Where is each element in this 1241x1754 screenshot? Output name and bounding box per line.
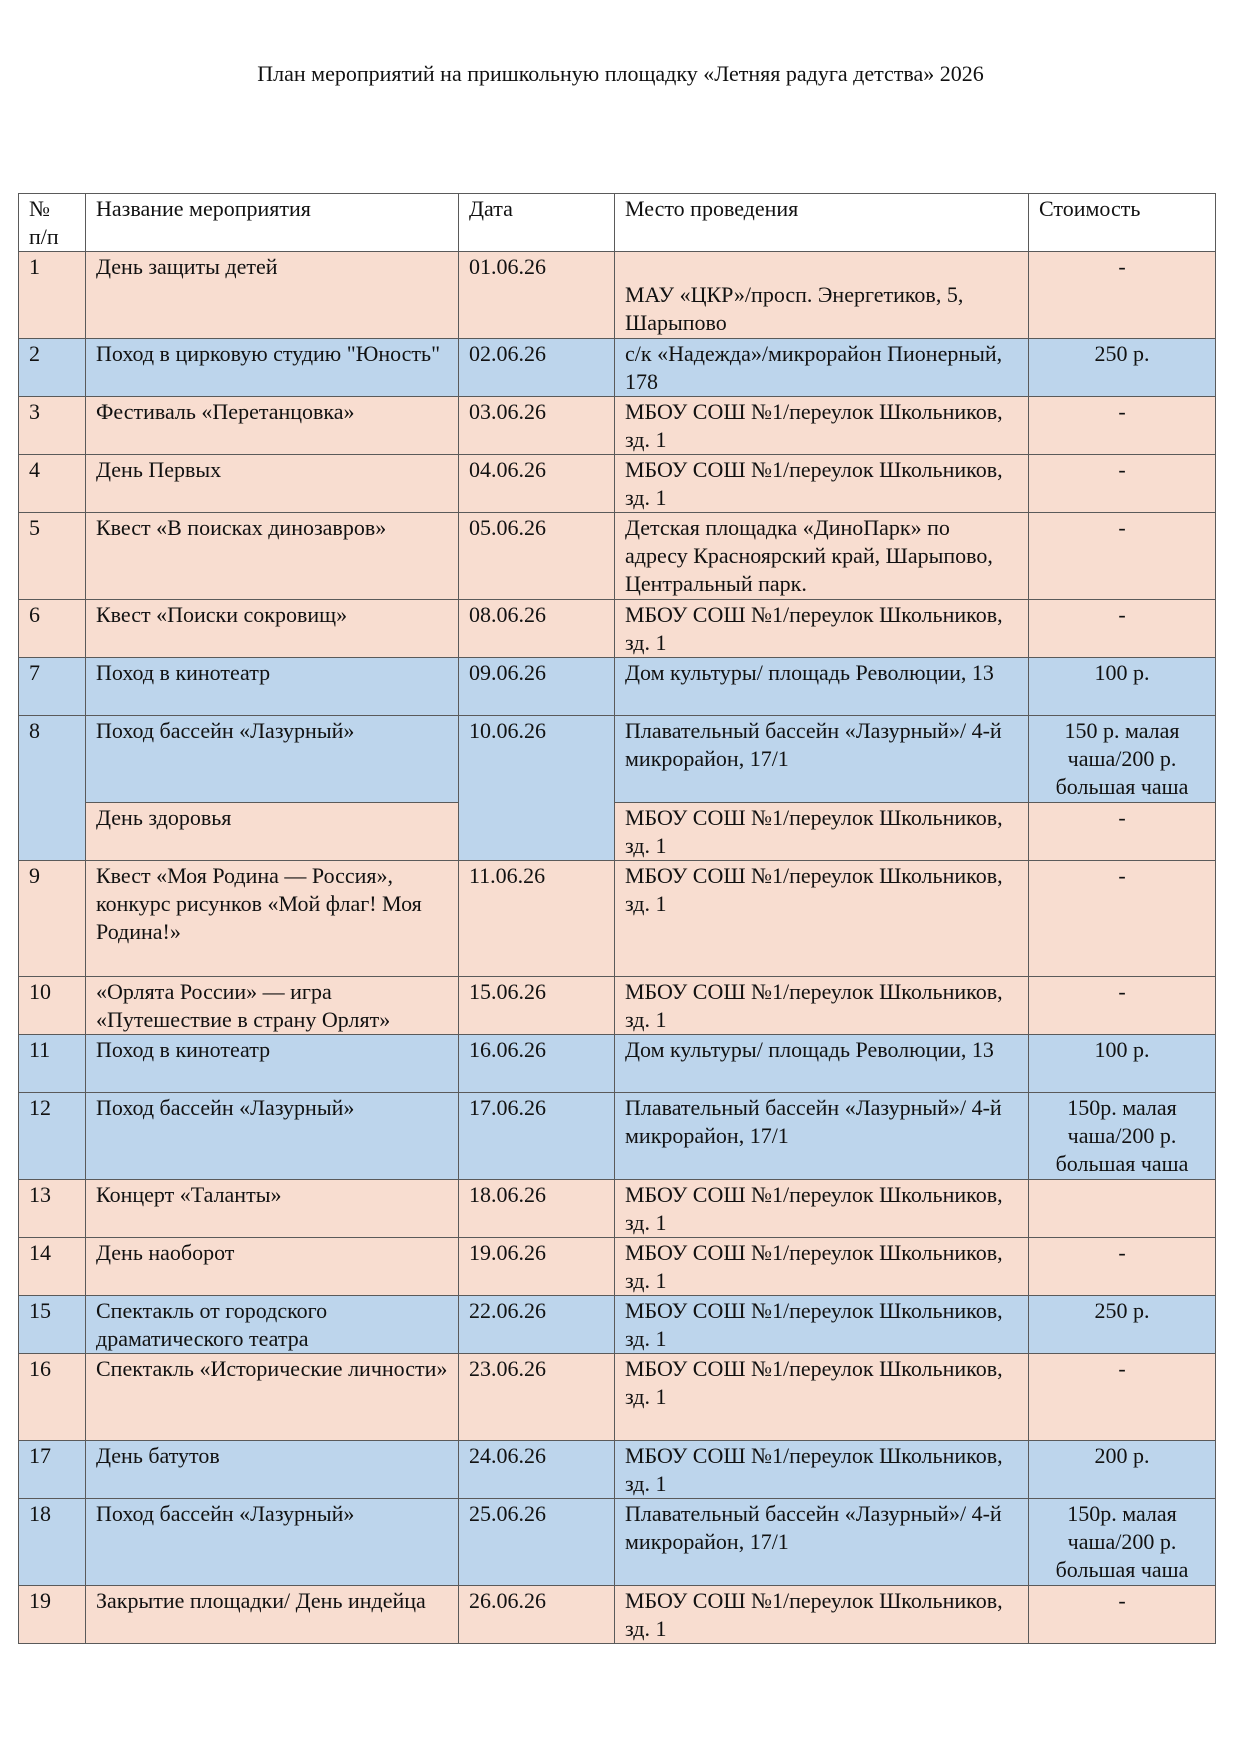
cell-num: 1 [19, 252, 86, 339]
table-row [19, 658, 1216, 716]
table-header-row [19, 194, 1216, 252]
table-row [19, 1035, 1216, 1093]
cell-name: Квест «В поисках динозавров» [86, 513, 459, 600]
cell-cost: 100 р. [1029, 1035, 1216, 1093]
cell-name: Квест «Моя Родина — Россия», конкурс рисунков «Мой флаг! Моя Родина!» [86, 861, 459, 977]
cell-name: День Первых [86, 455, 459, 513]
cell-date: 02.06.26 [459, 339, 615, 397]
table-row [19, 861, 1216, 977]
table-row [19, 513, 1216, 600]
table-row [19, 600, 1216, 658]
cell-num: 3 [19, 397, 86, 455]
cell-name: Поход в кинотеатр [86, 1035, 459, 1093]
cell-date: 05.06.26 [459, 513, 615, 600]
cell-place: МБОУ СОШ №1/переулок Школьников, зд. 1 [615, 1296, 1029, 1354]
table-row [19, 1354, 1216, 1441]
cell-num: 9 [19, 861, 86, 977]
cell-name: Квест «Поиски сокровищ» [86, 600, 459, 658]
cell-name: Концерт «Таланты» [86, 1180, 459, 1238]
cell-name: День здоровья [86, 803, 459, 861]
cell-place: МАУ «ЦКР»/просп. Энергетиков, 5, Шарыпово [615, 252, 1029, 339]
cell-date: 19.06.26 [459, 1238, 615, 1296]
cell-cost: - [1029, 1354, 1216, 1441]
cell-num: 11 [19, 1035, 86, 1093]
cell-name: День защиты детей [86, 252, 459, 339]
cell-place: с/к «Надежда»/микрорайон Пионерный, 178 [615, 339, 1029, 397]
events-table [18, 193, 1216, 1644]
cell-date: 18.06.26 [459, 1180, 615, 1238]
cell-cost [1029, 1180, 1216, 1238]
cell-date: 16.06.26 [459, 1035, 615, 1093]
cell-date: 09.06.26 [459, 658, 615, 716]
cell-name: Спектакль «Исторические личности» [86, 1354, 459, 1441]
cell-cost: - [1029, 861, 1216, 977]
table-row [19, 1586, 1216, 1644]
cell-name: Поход в цирковую студию "Юность" [86, 339, 459, 397]
cell-place: МБОУ СОШ №1/переулок Школьников, зд. 1 [615, 977, 1029, 1035]
table-row [19, 339, 1216, 397]
cell-date: 03.06.26 [459, 397, 615, 455]
cell-num: 2 [19, 339, 86, 397]
table-row [19, 716, 1216, 803]
cell-num: 19 [19, 1586, 86, 1644]
table-row [19, 977, 1216, 1035]
cell-cost: - [1029, 1238, 1216, 1296]
cell-place: МБОУ СОШ №1/переулок Школьников, зд. 1 [615, 1238, 1029, 1296]
cell-date: 08.06.26 [459, 600, 615, 658]
cell-cost: 200 р. [1029, 1441, 1216, 1499]
cell-num: 6 [19, 600, 86, 658]
cell-place: МБОУ СОШ №1/переулок Школьников, зд. 1 [615, 1354, 1029, 1441]
cell-cost: - [1029, 600, 1216, 658]
cell-place: Дом культуры/ площадь Революции, 13 [615, 658, 1029, 716]
cell-name: День наоборот [86, 1238, 459, 1296]
cell-cost: - [1029, 1586, 1216, 1644]
table-row [19, 1093, 1216, 1180]
table-row [19, 1180, 1216, 1238]
cell-place: МБОУ СОШ №1/переулок Школьников, зд. 1 [615, 1180, 1029, 1238]
cell-date: 10.06.26 [459, 716, 615, 861]
cell-place: МБОУ СОШ №1/переулок Школьников, зд. 1 [615, 803, 1029, 861]
cell-cost: - [1029, 803, 1216, 861]
cell-cost: 150р. малая чаша/200 р. большая чаша [1029, 1499, 1216, 1586]
cell-cost: 250 р. [1029, 339, 1216, 397]
header-num: № п/п [19, 194, 86, 252]
header-cost: Стоимость [1029, 194, 1216, 252]
table-row [19, 397, 1216, 455]
table-row [19, 455, 1216, 513]
cell-cost: 100 р. [1029, 658, 1216, 716]
cell-date: 11.06.26 [459, 861, 615, 977]
cell-place: Детская площадка «ДиноПарк» по адресу Красноярский край, Шарыпово, Центральный парк. [615, 513, 1029, 600]
cell-name: Спектакль от городского драматического театра [86, 1296, 459, 1354]
cell-cost: 150р. малая чаша/200 р. большая чаша [1029, 1093, 1216, 1180]
cell-place: МБОУ СОШ №1/переулок Школьников, зд. 1 [615, 1586, 1029, 1644]
header-place: Место проведения [615, 194, 1029, 252]
table-row [19, 252, 1216, 339]
cell-name: День батутов [86, 1441, 459, 1499]
cell-num: 13 [19, 1180, 86, 1238]
cell-name: Закрытие площадки/ День индейца [86, 1586, 459, 1644]
table-row [19, 803, 1216, 861]
cell-name: Фестиваль «Перетанцовка» [86, 397, 459, 455]
cell-num: 12 [19, 1093, 86, 1180]
document-title: План мероприятий на пришкольную площадку «Летняя радуга детства» 2026 [257, 61, 984, 86]
header-date: Дата [459, 194, 615, 252]
cell-cost: 150 р. малая чаша/200 р. большая чаша [1029, 716, 1216, 803]
cell-cost: - [1029, 252, 1216, 339]
cell-date: 22.06.26 [459, 1296, 615, 1354]
cell-num: 8 [19, 716, 86, 861]
cell-date: 24.06.26 [459, 1441, 615, 1499]
cell-date: 15.06.26 [459, 977, 615, 1035]
cell-num: 15 [19, 1296, 86, 1354]
cell-cost: - [1029, 397, 1216, 455]
cell-date: 04.06.26 [459, 455, 615, 513]
header-name: Название мероприятия [86, 194, 459, 252]
cell-place: МБОУ СОШ №1/переулок Школьников, зд. 1 [615, 861, 1029, 977]
cell-date: 26.06.26 [459, 1586, 615, 1644]
cell-place: МБОУ СОШ №1/переулок Школьников, зд. 1 [615, 455, 1029, 513]
cell-name: Поход бассейн «Лазурный» [86, 1093, 459, 1180]
cell-place: Дом культуры/ площадь Революции, 13 [615, 1035, 1029, 1093]
cell-num: 16 [19, 1354, 86, 1441]
table-row [19, 1499, 1216, 1586]
cell-name: Поход бассейн «Лазурный» [86, 1499, 459, 1586]
cell-date: 25.06.26 [459, 1499, 615, 1586]
cell-date: 17.06.26 [459, 1093, 615, 1180]
cell-date: 01.06.26 [459, 252, 615, 339]
cell-place: МБОУ СОШ №1/переулок Школьников, зд. 1 [615, 397, 1029, 455]
cell-place: Плавательный бассейн «Лазурный»/ 4-й микрорайон, 17/1 [615, 1499, 1029, 1586]
cell-place: МБОУ СОШ №1/переулок Школьников, зд. 1 [615, 600, 1029, 658]
table-row [19, 1441, 1216, 1499]
cell-cost: 250 р. [1029, 1296, 1216, 1354]
cell-name: Поход бассейн «Лазурный» [86, 716, 459, 803]
cell-num: 5 [19, 513, 86, 600]
cell-num: 17 [19, 1441, 86, 1499]
cell-num: 14 [19, 1238, 86, 1296]
cell-place: Плавательный бассейн «Лазурный»/ 4-й микрорайон, 17/1 [615, 716, 1029, 803]
cell-num: 10 [19, 977, 86, 1035]
table-row [19, 1296, 1216, 1354]
cell-name: Поход в кинотеатр [86, 658, 459, 716]
cell-num: 18 [19, 1499, 86, 1586]
cell-place: МБОУ СОШ №1/переулок Школьников, зд. 1 [615, 1441, 1029, 1499]
cell-num: 7 [19, 658, 86, 716]
cell-name: «Орлята России» — игра «Путешествие в страну Орлят» [86, 977, 459, 1035]
cell-cost: - [1029, 455, 1216, 513]
cell-cost: - [1029, 977, 1216, 1035]
cell-place: Плавательный бассейн «Лазурный»/ 4-й микрорайон, 17/1 [615, 1093, 1029, 1180]
table-row [19, 1238, 1216, 1296]
cell-cost: - [1029, 513, 1216, 600]
cell-num: 4 [19, 455, 86, 513]
cell-date: 23.06.26 [459, 1354, 615, 1441]
